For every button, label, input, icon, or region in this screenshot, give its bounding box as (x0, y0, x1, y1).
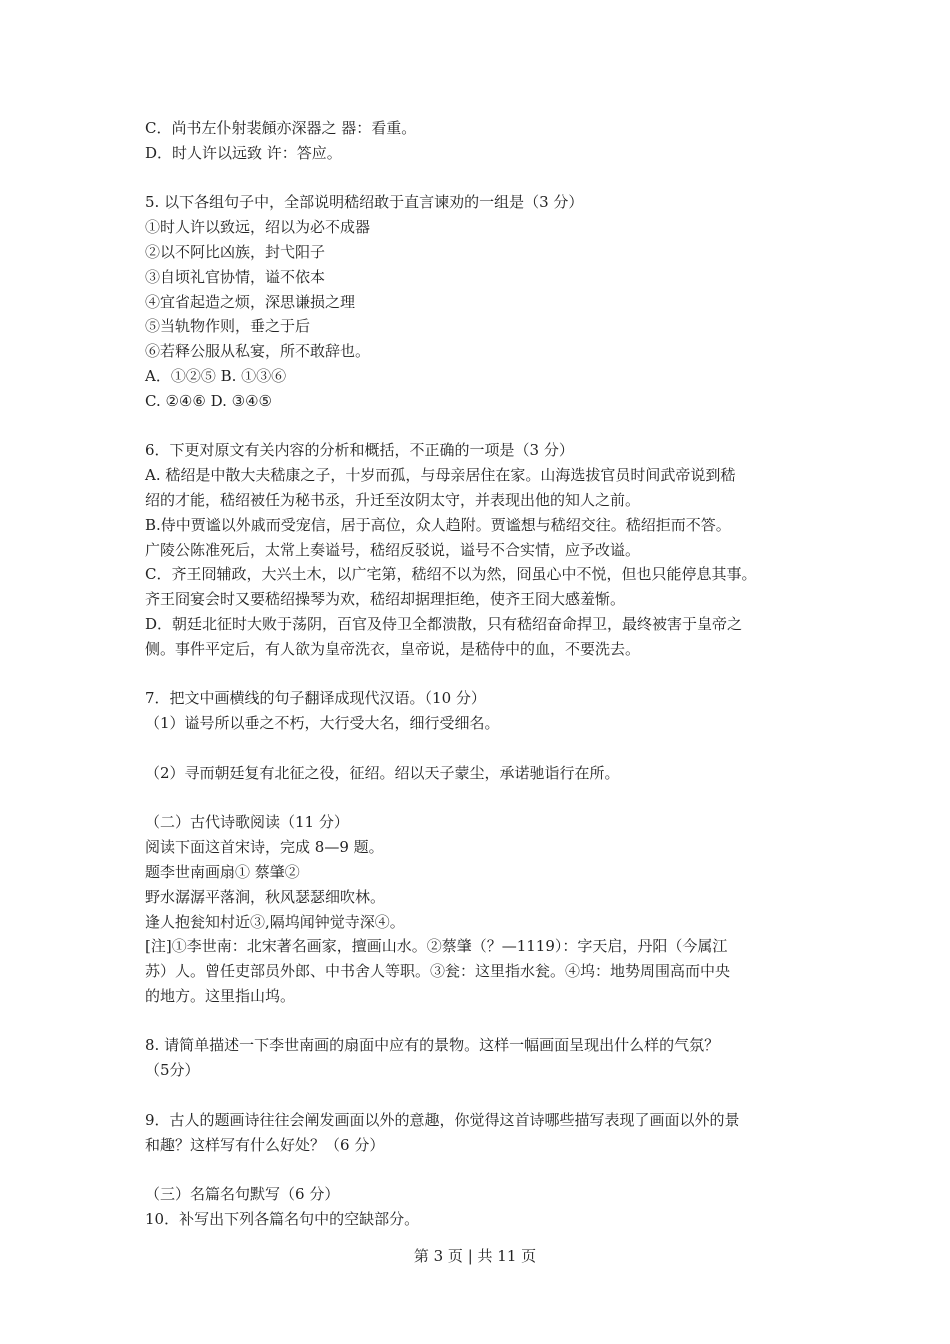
text-line: B.侍中贾谧以外戚而受宠信，居于高位，众人趋附。贾谧想与嵇绍交往。嵇绍拒而不答。 (145, 515, 731, 534)
text-line: 广陵公陈准死后，太常上奏谥号，嵇绍反驳说，谥号不合实情，应予改谥。 (145, 540, 641, 559)
blank-line (145, 736, 825, 761)
text-line: （2）寻而朝廷复有北征之役，征绍。绍以天子蒙尘，承诺驰诣行在所。 (145, 763, 620, 782)
text-line: C. ②④⑥ D. ③④⑤ (145, 391, 272, 410)
text-line: ⑤当轨物作则，垂之于后 (145, 317, 311, 336)
text-line: D．时人许以远致 许：答应。 (145, 143, 342, 162)
text-line: 阅读下面这首宋诗，完成 8—9 题。 (145, 838, 384, 857)
text-line: 野水潺潺平落涧，秋风瑟瑟细吹林。 (145, 887, 386, 906)
text-line: 的地方。这里指山坞。 (145, 986, 296, 1005)
text-line: 10．补写出下列各篇名句中的空缺部分。 (145, 1210, 420, 1229)
text-line: 8. 请简单描述一下李世南画的扇面中应有的景物。这样一幅画面呈现出什么样的气氛？ (145, 1036, 720, 1055)
text-line: 和趣？这样写有什么好处？（6 分） (145, 1135, 385, 1154)
text-line: C．尚书左仆射裴頠亦深器之 器：看重。 (145, 119, 417, 137)
blank-line (145, 786, 825, 811)
text-line: 5. 以下各组句子中，全部说明嵇绍敢于直言谏劝的一组是（3 分） (145, 193, 584, 212)
text-line: ⑥若释公服从私宴，所不敢辞也。 (145, 342, 371, 361)
text-line: 绍的才能，嵇绍被任为秘书丞，升迁至汝阴太守，并表现出他的知人之前。 (145, 490, 641, 509)
blank-line (145, 166, 825, 191)
text-line: 6．下更对原文有关内容的分析和概括，不正确的一项是（3 分） (145, 441, 574, 460)
text-line: （三）名篇名句默写（6 分） (145, 1185, 340, 1204)
page-footer: 第 3 页 | 共 11 页 (413, 1247, 537, 1265)
blank-line (145, 662, 825, 687)
text-line: C．齐王冏辅政，大兴土木，以广宅第，嵇绍不以为然，冏虽心中不悦，但也只能停息其事。 (145, 565, 757, 584)
text-line: 苏）人。曾任吏部员外郎、中书舍人等职。③瓮：这里指水瓮。④坞：地势周围高而中央 (145, 962, 731, 981)
blank-line (145, 414, 825, 439)
text-line: ①时人许以致远，绍以为必不成器 (145, 218, 371, 237)
text-line: A．①②⑤ B. ①③⑥ (145, 366, 287, 385)
blank-line (145, 1157, 825, 1182)
text-line: A. 嵇绍是中散大夫嵇康之子，十岁而孤，与母亲居住在家。山海选拔官员时间武帝说到嵇 (145, 466, 736, 485)
text-line: 7．把文中画横线的句子翻译成现代汉语。（10 分） (145, 689, 486, 708)
text-line: D．朝廷北征时大败于荡阴，百官及侍卫全都溃散，只有嵇绍奋命捍卫，最终被害于皇帝之 (145, 614, 743, 633)
text-line: 逢人抱瓮知村近③,隔坞闻钟觉寺深④。 (145, 912, 405, 931)
text-line: （1）谥号所以垂之不朽，大行受大名，细行受细名。 (145, 714, 500, 733)
text-line: [注]①李世南：北宋著名画家，擅画山水。②蔡肇（？—1119）：字天启，丹阳（今属江 (145, 937, 728, 956)
text-line: ④宜省起造之烦，深思谦损之理 (145, 292, 356, 311)
document-body (145, 116, 825, 1232)
text-line: ②以不阿比凶族，封弋阳子 (145, 242, 326, 261)
text-line: 侧。事件平定后，有人欲为皇帝洗衣，皇帝说，是嵇侍中的血，不要洗去。 (145, 639, 641, 658)
text-line: 题李世南画扇① 蔡肇② (145, 862, 300, 881)
text-line: 9．古人的题画诗往往会阐发画面以外的意趣，你觉得这首诗哪些描写表现了画面以外的景 (145, 1110, 740, 1129)
blank-line (145, 1009, 825, 1034)
text-line: ③自顷礼官协情，谥不依本 (145, 267, 326, 286)
blank-line (145, 1083, 825, 1108)
text-line: （二）古代诗歌阅读（11 分） (145, 813, 349, 832)
text-line: （5分） (145, 1061, 200, 1080)
text-line: 齐王冏宴会时又要嵇绍操琴为欢，嵇绍却据理拒绝，使齐王冏大感羞惭。 (145, 590, 626, 609)
